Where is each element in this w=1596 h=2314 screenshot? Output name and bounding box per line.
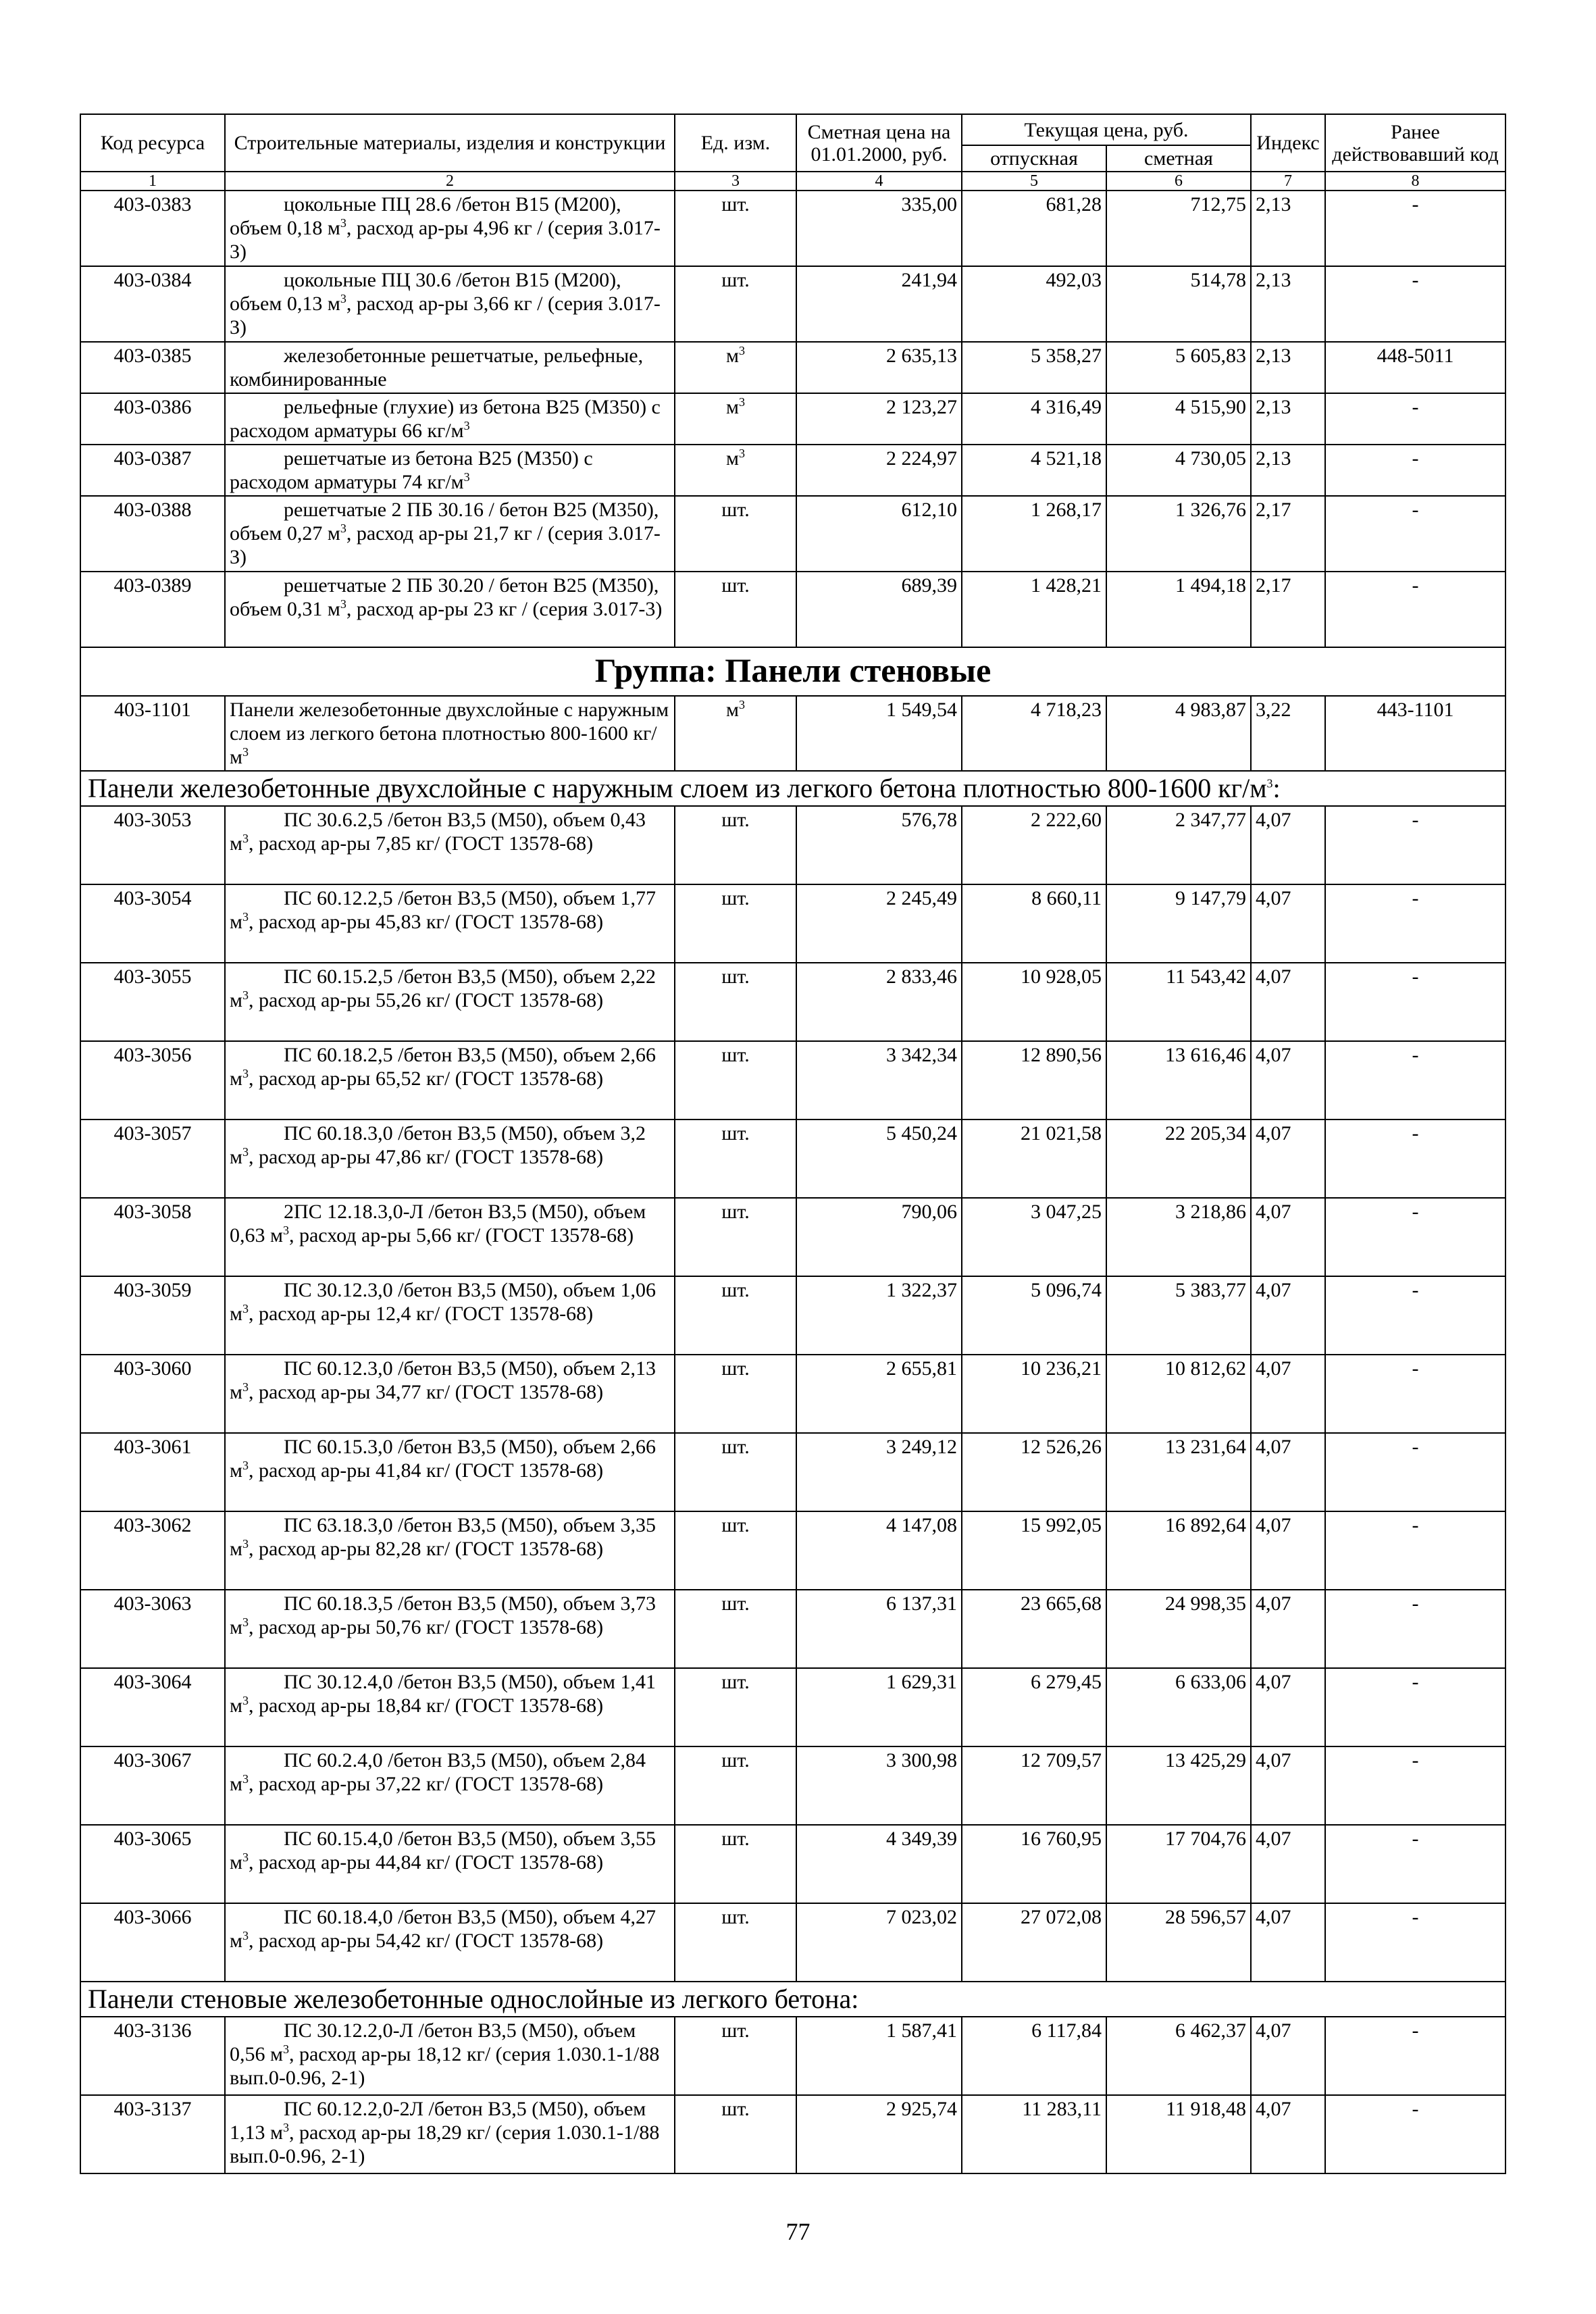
material-description: ПС 30.12.4,0 /бетон В3,5 (М50), объем 1,41 $м^3$, расход ар-ры 18,84 кг/ (ГОСТ 13578-68)	[225, 1668, 675, 1746]
resource-code: 403-3067	[80, 1746, 225, 1825]
release-price-cell: 27 072,08	[962, 1903, 1106, 1982]
estimate-price-cell: 24 998,35	[1106, 1590, 1251, 1668]
header-estimate-price: сметная	[1106, 145, 1251, 172]
header-materials: Строительные материалы, изделия и конструкции	[225, 114, 675, 172]
column-number-7: 7	[1251, 172, 1325, 191]
estimate-price-cell: 514,78	[1106, 266, 1251, 342]
estimate-price-cell: 4 515,90	[1106, 393, 1251, 445]
index-cell: 4,07	[1251, 1668, 1325, 1746]
unit-cell: шт.	[675, 1668, 796, 1746]
previous-code-cell: -	[1325, 1433, 1505, 1511]
previous-code-cell: -	[1325, 393, 1505, 445]
material-description: ПС 63.18.3,0 /бетон В3,5 (М50), объем 3,35 $м^3$, расход ар-ры 82,28 кг/ (ГОСТ 13578-68)	[225, 1511, 675, 1590]
index-cell: 4,07	[1251, 1041, 1325, 1120]
index-cell: 4,07	[1251, 2095, 1325, 2173]
release-price-cell: 492,03	[962, 266, 1106, 342]
previous-code-cell: -	[1325, 191, 1505, 266]
previous-code-cell: 443-1101	[1325, 696, 1505, 771]
unit-cell: шт.	[675, 496, 796, 572]
unit-cell: $м^3$	[675, 445, 796, 496]
header-estimate-price-2000: Сметная цена на 01.01.2000, руб.	[796, 114, 962, 172]
previous-code-cell: -	[1325, 2095, 1505, 2173]
column-number-5: 5	[962, 172, 1106, 191]
column-number-2: 2	[225, 172, 675, 191]
estimate-price-cell: 1 494,18	[1106, 572, 1251, 647]
unit-cell: $м^3$	[675, 342, 796, 393]
material-description: железобетонные решетчатые, рельефные, комбинированные	[225, 342, 675, 393]
previous-code-cell: -	[1325, 1355, 1505, 1433]
unit-cell: шт.	[675, 1276, 796, 1355]
column-number-1: 1	[80, 172, 225, 191]
column-number-6: 6	[1106, 172, 1251, 191]
estimate-price-cell: 4 983,87	[1106, 696, 1251, 771]
previous-code-cell: -	[1325, 1198, 1505, 1276]
resource-code: 403-3061	[80, 1433, 225, 1511]
price-2000-cell: 2 655,81	[796, 1355, 962, 1433]
price-2000-cell: 2 224,97	[796, 445, 962, 496]
unit-cell: шт.	[675, 191, 796, 266]
release-price-cell: 10 236,21	[962, 1355, 1106, 1433]
table-row	[80, 1433, 1505, 1511]
price-table-body	[80, 191, 1505, 2173]
resource-code: 403-3063	[80, 1590, 225, 1668]
estimate-price-cell: 9 147,79	[1106, 884, 1251, 963]
previous-code-cell: -	[1325, 1276, 1505, 1355]
material-description: ПС 60.18.3,5 /бетон В3,5 (М50), объем 3,73 $м^3$, расход ар-ры 50,76 кг/ (ГОСТ 13578-68)	[225, 1590, 675, 1668]
index-cell: 4,07	[1251, 1198, 1325, 1276]
material-description: 2ПС 12.18.3,0-Л /бетон В3,5 (М50), объем 0,63 $м^3$, расход ар-ры 5,66 кг/ (ГОСТ 13578-68)	[225, 1198, 675, 1276]
price-table-sheet	[80, 114, 1505, 2174]
table-row	[80, 963, 1505, 1041]
estimate-price-cell: 16 892,64	[1106, 1511, 1251, 1590]
resource-code: 403-0386	[80, 393, 225, 445]
estimate-price-cell: 11 543,42	[1106, 963, 1251, 1041]
release-price-cell: 15 992,05	[962, 1511, 1106, 1590]
material-description: ПС 30.12.3,0 /бетон В3,5 (М50), объем 1,06 $м^3$, расход ар-ры 12,4 кг/ (ГОСТ 13578-68)	[225, 1276, 675, 1355]
resource-code: 403-3066	[80, 1903, 225, 1982]
release-price-cell: 5 096,74	[962, 1276, 1106, 1355]
resource-code: 403-3059	[80, 1276, 225, 1355]
release-price-cell: 16 760,95	[962, 1825, 1106, 1903]
index-cell: 4,07	[1251, 1903, 1325, 1982]
table-row	[80, 1903, 1505, 1982]
release-price-cell: 4 718,23	[962, 696, 1106, 771]
subgroup-title: Панели стеновые железобетонные однослойные из легкого бетона:	[80, 1982, 1505, 2017]
unit-cell: шт.	[675, 2017, 796, 2095]
previous-code-cell: -	[1325, 445, 1505, 496]
index-cell: 4,07	[1251, 884, 1325, 963]
estimate-price-cell: 712,75	[1106, 191, 1251, 266]
estimate-price-cell: 4 730,05	[1106, 445, 1251, 496]
unit-cell: шт.	[675, 1746, 796, 1825]
column-numbers-row	[80, 172, 1505, 191]
resource-code: 403-3057	[80, 1120, 225, 1198]
release-price-cell: 1 428,21	[962, 572, 1106, 647]
material-description: ПС 60.18.4,0 /бетон В3,5 (М50), объем 4,27 $м^3$, расход ар-ры 54,42 кг/ (ГОСТ 13578-68)	[225, 1903, 675, 1982]
table-row	[80, 572, 1505, 647]
column-number-4: 4	[796, 172, 962, 191]
table-row	[80, 266, 1505, 342]
material-description: ПС 60.12.3,0 /бетон В3,5 (М50), объем 2,13 $м^3$, расход ар-ры 34,77 кг/ (ГОСТ 13578-68)	[225, 1355, 675, 1433]
index-cell: 4,07	[1251, 1590, 1325, 1668]
table-row	[80, 884, 1505, 963]
index-cell: 4,07	[1251, 1433, 1325, 1511]
subgroup-title-row	[80, 771, 1505, 806]
index-cell: 4,07	[1251, 1120, 1325, 1198]
header-unit: Ед. изм.	[675, 114, 796, 172]
price-2000-cell: 612,10	[796, 496, 962, 572]
table-row	[80, 1198, 1505, 1276]
table-row	[80, 445, 1505, 496]
release-price-cell: 6 117,84	[962, 2017, 1106, 2095]
material-description: цокольные ПЦ 30.6 /бетон В15 (М200), объем 0,13 $м^3$, расход ар-ры 3,66 кг / (серия 3.017-3)	[225, 266, 675, 342]
table-row	[80, 696, 1505, 771]
estimate-price-cell: 11 918,48	[1106, 2095, 1251, 2173]
table-row	[80, 393, 1505, 445]
release-price-cell: 3 047,25	[962, 1198, 1106, 1276]
previous-code-cell: -	[1325, 496, 1505, 572]
header-previous-code: Ранее действовавший код	[1325, 114, 1505, 172]
index-cell: 3,22	[1251, 696, 1325, 771]
price-2000-cell: 4 349,39	[796, 1825, 962, 1903]
previous-code-cell: -	[1325, 266, 1505, 342]
unit-cell: шт.	[675, 1355, 796, 1433]
resource-code: 403-1101	[80, 696, 225, 771]
price-2000-cell: 2 123,27	[796, 393, 962, 445]
price-2000-cell: 1 587,41	[796, 2017, 962, 2095]
unit-cell: шт.	[675, 1825, 796, 1903]
index-cell: 2,13	[1251, 266, 1325, 342]
unit-cell: шт.	[675, 2095, 796, 2173]
previous-code-cell: -	[1325, 1825, 1505, 1903]
table-row	[80, 1825, 1505, 1903]
estimate-price-cell: 6 462,37	[1106, 2017, 1251, 2095]
resource-code: 403-0385	[80, 342, 225, 393]
table-row	[80, 1746, 1505, 1825]
previous-code-cell: -	[1325, 1903, 1505, 1982]
material-description: ПС 60.18.2,5 /бетон В3,5 (М50), объем 2,66 $м^3$, расход ар-ры 65,52 кг/ (ГОСТ 13578-68)	[225, 1041, 675, 1120]
material-description: ПС 30.6.2,5 /бетон В3,5 (М50), объем 0,43 $м^3$, расход ар-ры 7,85 кг/ (ГОСТ 13578-68)	[225, 806, 675, 884]
material-description: решетчатые из бетона В25 (М350) с расходом арматуры 74 $кг/м^3$	[225, 445, 675, 496]
previous-code-cell: -	[1325, 1041, 1505, 1120]
estimate-price-cell: 13 425,29	[1106, 1746, 1251, 1825]
resource-code: 403-3136	[80, 2017, 225, 2095]
price-2000-cell: 1 549,54	[796, 696, 962, 771]
previous-code-cell: -	[1325, 1746, 1505, 1825]
index-cell: 2,13	[1251, 445, 1325, 496]
header-release-price: отпускная	[962, 145, 1106, 172]
unit-cell: шт.	[675, 806, 796, 884]
unit-cell: шт.	[675, 1511, 796, 1590]
table-row	[80, 1511, 1505, 1590]
table-row	[80, 1276, 1505, 1355]
estimate-price-cell: 13 231,64	[1106, 1433, 1251, 1511]
previous-code-cell: -	[1325, 1590, 1505, 1668]
table-row	[80, 1590, 1505, 1668]
index-cell: 2,17	[1251, 496, 1325, 572]
header-current-price: Текущая цена, руб.	[962, 114, 1251, 145]
header-resource-code: Код ресурса	[80, 114, 225, 172]
unit-cell: шт.	[675, 963, 796, 1041]
resource-code: 403-3065	[80, 1825, 225, 1903]
subgroup-title: Панели железобетонные двухслойные с наружным слоем из легкого бетона плотностью 800-1600 $кг/м^3$:	[80, 771, 1505, 806]
material-description: рельефные (глухие) из бетона В25 (М350) с расходом арматуры 66 $кг/м^3$	[225, 393, 675, 445]
material-description: цокольные ПЦ 28.6 /бетон В15 (М200), объем 0,18 $м^3$, расход ар-ры 4,96 кг / (серия 3.017-3)	[225, 191, 675, 266]
group-title-row	[80, 647, 1505, 696]
release-price-cell: 12 526,26	[962, 1433, 1106, 1511]
index-cell: 4,07	[1251, 806, 1325, 884]
release-price-cell: 12 709,57	[962, 1746, 1106, 1825]
page-number: 77	[786, 2218, 810, 2245]
price-2000-cell: 1 322,37	[796, 1276, 962, 1355]
resource-code: 403-3054	[80, 884, 225, 963]
index-cell: 2,13	[1251, 191, 1325, 266]
price-2000-cell: 241,94	[796, 266, 962, 342]
price-2000-cell: 7 023,02	[796, 1903, 962, 1982]
resource-code: 403-3060	[80, 1355, 225, 1433]
index-cell: 4,07	[1251, 963, 1325, 1041]
index-cell: 2,17	[1251, 572, 1325, 647]
release-price-cell: 8 660,11	[962, 884, 1106, 963]
release-price-cell: 23 665,68	[962, 1590, 1106, 1668]
estimate-price-cell: 10 812,62	[1106, 1355, 1251, 1433]
material-description: ПС 60.12.2,0-2Л /бетон В3,5 (М50), объем 1,13 $м^3$, расход ар-ры 18,29 кг/ (серия 1.030.1-1/88 вып.0-0.96, 2-1)	[225, 2095, 675, 2173]
table-row	[80, 2095, 1505, 2173]
estimate-price-cell: 2 347,77	[1106, 806, 1251, 884]
index-cell: 4,07	[1251, 1746, 1325, 1825]
price-2000-cell: 576,78	[796, 806, 962, 884]
estimate-price-cell: 22 205,34	[1106, 1120, 1251, 1198]
previous-code-cell: -	[1325, 1668, 1505, 1746]
price-2000-cell: 2 245,49	[796, 884, 962, 963]
release-price-cell: 21 021,58	[962, 1120, 1106, 1198]
release-price-cell: 6 279,45	[962, 1668, 1106, 1746]
price-2000-cell: 1 629,31	[796, 1668, 962, 1746]
table-row	[80, 1355, 1505, 1433]
index-cell: 4,07	[1251, 2017, 1325, 2095]
estimate-price-cell: 5 605,83	[1106, 342, 1251, 393]
resource-code: 403-3062	[80, 1511, 225, 1590]
index-cell: 4,07	[1251, 1511, 1325, 1590]
unit-cell: $м^3$	[675, 393, 796, 445]
group-title: Группа: Панели стеновые	[80, 647, 1505, 696]
estimate-price-cell: 13 616,46	[1106, 1041, 1251, 1120]
unit-cell: шт.	[675, 1198, 796, 1276]
unit-cell: шт.	[675, 1041, 796, 1120]
price-2000-cell: 6 137,31	[796, 1590, 962, 1668]
material-description: решетчатые 2 ПБ 30.16 / бетон В25 (М350), объем 0,27 $м^3$, расход ар-ры 21,7 кг / (серия 3.017-3)	[225, 496, 675, 572]
previous-code-cell: -	[1325, 963, 1505, 1041]
price-2000-cell: 3 249,12	[796, 1433, 962, 1511]
estimate-price-cell: 5 383,77	[1106, 1276, 1251, 1355]
price-2000-cell: 790,06	[796, 1198, 962, 1276]
material-description: ПС 60.15.3,0 /бетон В3,5 (М50), объем 2,66 $м^3$, расход ар-ры 41,84 кг/ (ГОСТ 13578-68)	[225, 1433, 675, 1511]
material-description: ПС 60.15.4,0 /бетон В3,5 (М50), объем 3,55 $м^3$, расход ар-ры 44,84 кг/ (ГОСТ 13578-68)	[225, 1825, 675, 1903]
release-price-cell: 12 890,56	[962, 1041, 1106, 1120]
previous-code-cell: -	[1325, 806, 1505, 884]
price-2000-cell: 2 925,74	[796, 2095, 962, 2173]
unit-cell: шт.	[675, 1120, 796, 1198]
index-cell: 4,07	[1251, 1355, 1325, 1433]
material-description: решетчатые 2 ПБ 30.20 / бетон В25 (М350), объем 0,31 $м^3$, расход ар-ры 23 кг / (серия 3.017-3)	[225, 572, 675, 647]
table-row	[80, 1120, 1505, 1198]
estimate-price-cell: 1 326,76	[1106, 496, 1251, 572]
index-cell: 4,07	[1251, 1825, 1325, 1903]
index-cell: 4,07	[1251, 1276, 1325, 1355]
header-index: Индекс	[1251, 114, 1325, 172]
previous-code-cell: 448-5011	[1325, 342, 1505, 393]
release-price-cell: 5 358,27	[962, 342, 1106, 393]
unit-cell: шт.	[675, 1590, 796, 1668]
release-price-cell: 10 928,05	[962, 963, 1106, 1041]
price-table	[80, 114, 1506, 2174]
price-2000-cell: 689,39	[796, 572, 962, 647]
table-row	[80, 2017, 1505, 2095]
material-description: ПС 60.15.2,5 /бетон В3,5 (М50), объем 2,22 $м^3$, расход ар-ры 55,26 кг/ (ГОСТ 13578-68)	[225, 963, 675, 1041]
previous-code-cell: -	[1325, 884, 1505, 963]
index-cell: 2,13	[1251, 393, 1325, 445]
previous-code-cell: -	[1325, 2017, 1505, 2095]
resource-code: 403-3053	[80, 806, 225, 884]
estimate-price-cell: 6 633,06	[1106, 1668, 1251, 1746]
table-row	[80, 342, 1505, 393]
resource-code: 403-3055	[80, 963, 225, 1041]
resource-code: 403-0387	[80, 445, 225, 496]
resource-code: 403-3058	[80, 1198, 225, 1276]
table-row	[80, 1041, 1505, 1120]
release-price-cell: 4 521,18	[962, 445, 1106, 496]
material-description: Панели железобетонные двухслойные с наружным слоем из легкого бетона плотностью 800-1600 $кг/м^3$	[225, 696, 675, 771]
resource-code: 403-3137	[80, 2095, 225, 2173]
price-2000-cell: 4 147,08	[796, 1511, 962, 1590]
material-description: ПС 60.2.4,0 /бетон В3,5 (М50), объем 2,84 $м^3$, расход ар-ры 37,22 кг/ (ГОСТ 13578-68)	[225, 1746, 675, 1825]
table-row	[80, 496, 1505, 572]
price-2000-cell: 3 300,98	[796, 1746, 962, 1825]
table-row	[80, 1668, 1505, 1746]
resource-code: 403-0389	[80, 572, 225, 647]
unit-cell: шт.	[675, 572, 796, 647]
material-description: ПС 60.12.2,5 /бетон В3,5 (М50), объем 1,77 $м^3$, расход ар-ры 45,83 кг/ (ГОСТ 13578-68)	[225, 884, 675, 963]
subgroup-title-row	[80, 1982, 1505, 2017]
column-number-3: 3	[675, 172, 796, 191]
material-description: ПС 30.12.2,0-Л /бетон В3,5 (М50), объем 0,56 $м^3$, расход ар-ры 18,12 кг/ (серия 1.030.1-1/88 вып.0-0.96, 2-1)	[225, 2017, 675, 2095]
release-price-cell: 11 283,11	[962, 2095, 1106, 2173]
resource-code: 403-0383	[80, 191, 225, 266]
index-cell: 2,13	[1251, 342, 1325, 393]
resource-code: 403-3064	[80, 1668, 225, 1746]
resource-code: 403-0384	[80, 266, 225, 342]
unit-cell: шт.	[675, 1903, 796, 1982]
previous-code-cell: -	[1325, 1120, 1505, 1198]
price-2000-cell: 2 833,46	[796, 963, 962, 1041]
unit-cell: шт.	[675, 266, 796, 342]
unit-cell: шт.	[675, 884, 796, 963]
table-row	[80, 191, 1505, 266]
release-price-cell: 2 222,60	[962, 806, 1106, 884]
unit-cell: $м^3$	[675, 696, 796, 771]
resource-code: 403-0388	[80, 496, 225, 572]
estimate-price-cell: 17 704,76	[1106, 1825, 1251, 1903]
release-price-cell: 681,28	[962, 191, 1106, 266]
estimate-price-cell: 28 596,57	[1106, 1903, 1251, 1982]
previous-code-cell: -	[1325, 572, 1505, 647]
release-price-cell: 1 268,17	[962, 496, 1106, 572]
price-2000-cell: 3 342,34	[796, 1041, 962, 1120]
price-2000-cell: 5 450,24	[796, 1120, 962, 1198]
estimate-price-cell: 3 218,86	[1106, 1198, 1251, 1276]
release-price-cell: 4 316,49	[962, 393, 1106, 445]
resource-code: 403-3056	[80, 1041, 225, 1120]
price-2000-cell: 335,00	[796, 191, 962, 266]
unit-cell: шт.	[675, 1433, 796, 1511]
table-row	[80, 806, 1505, 884]
material-description: ПС 60.18.3,0 /бетон В3,5 (М50), объем 3,2 $м^3$, расход ар-ры 47,86 кг/ (ГОСТ 13578-68)	[225, 1120, 675, 1198]
price-2000-cell: 2 635,13	[796, 342, 962, 393]
column-number-8: 8	[1325, 172, 1505, 191]
previous-code-cell: -	[1325, 1511, 1505, 1590]
